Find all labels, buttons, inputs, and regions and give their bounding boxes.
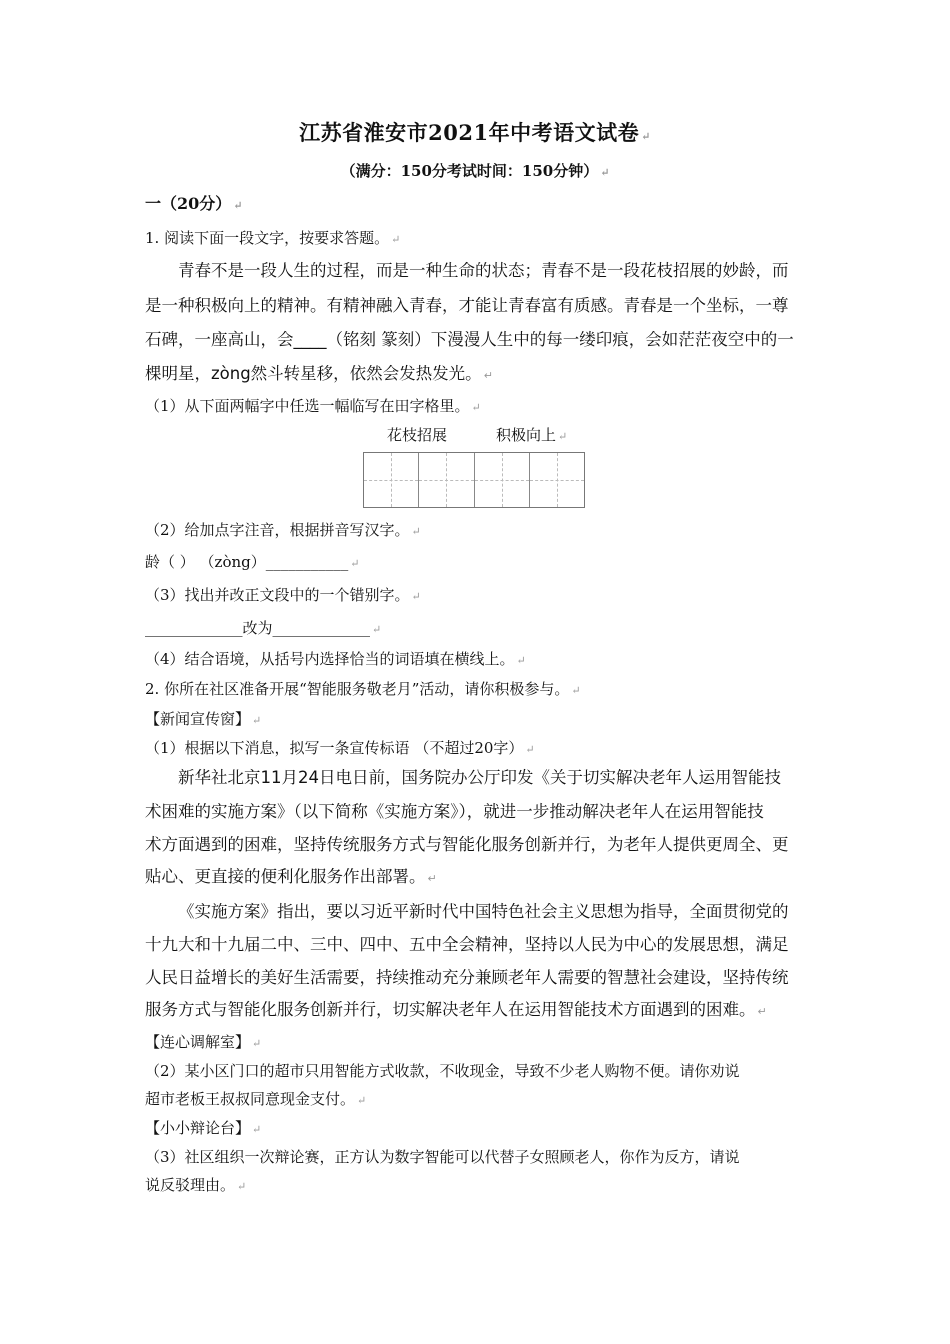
news-para-line: 人民日益增长的美好生活需要，持续推动充分兼顾老年人需要的智慧社会建设，坚持传统 <box>145 968 789 987</box>
section-heading: 一（20分） ↵ <box>145 194 243 213</box>
news-para-line: 十九大和十九届二中、三中、四中、五中全会精神，坚持以人民为中心的发展思想，满足 <box>145 935 789 954</box>
news-para-line: 术方面遇到的困难，坚持传统服务方式与智能化服务创新并行，为老年人提供更周全、更 <box>145 835 789 854</box>
q1-passage-line: 是一种积极向上的精神。有精神融入青春，才能让青春富有质感。青春是一个坐标，一尊 <box>145 296 789 315</box>
news-para-line: 《实施方案》指出，要以习近平新时代中国特色社会主义思想为指导，全面贯彻党的 <box>178 902 789 921</box>
grid-cell[interactable] <box>475 453 530 507</box>
grid-cell[interactable] <box>530 453 584 507</box>
q1-sub1: （1）从下面两幅字中任选一幅临写在田字格里。 ↵ <box>145 397 481 415</box>
q2-sub3-line: 说反驳理由。 ↵ <box>145 1176 247 1194</box>
mediation-heading: 【连心调解室】 ↵ <box>145 1033 262 1051</box>
q1-sub4: （4）结合语境，从括号内选择恰当的词语填在横线上。 ↵ <box>145 650 526 668</box>
q2-sub3-line: （3）社区组织一次辩论赛，正方认为数字智能可以代替子女照顾老人，你作为反方，请说 <box>145 1148 740 1166</box>
news-para-line: 术困难的实施方案》（以下简称《实施方案》），就进一步推动解决老年人在运用智能技 <box>145 802 764 821</box>
debate-heading: 【小小辩论台】 ↵ <box>145 1119 262 1137</box>
q1-passage-line: 青春不是一段人生的过程，而是一种生命的状态；青春不是一段花枝招展的妙龄，而 <box>178 261 789 280</box>
q1-sub2: （2）给加点字注音，根据拼音写汉字。 ↵ <box>145 521 421 539</box>
copy-option: 花枝招展 <box>387 426 448 444</box>
exam-subtitle: （满分：150分考试时间：150分钟） ↵ <box>340 162 610 180</box>
q1-pinyin-line: 龄（ ） （zòng）___________ ↵ <box>145 553 360 571</box>
copy-option: 积极向上 ↵ <box>496 426 568 444</box>
news-para-line: 新华社北京11月24日电日前，国务院办公厅印发《关于切实解决老年人运用智能技 <box>178 768 781 787</box>
q1-sub3: （3）找出并改正文段中的一个错别字。 ↵ <box>145 586 421 604</box>
q2-sub2-line: 超市老板王叔叔同意现金支付。 ↵ <box>145 1090 367 1108</box>
q2-intro: 2. 你所在社区准备开展“智能服务敬老月”活动，请你积极参与。 ↵ <box>145 680 581 698</box>
exam-title: 江苏省淮安市2021年中考语文试卷 ↵ <box>299 120 651 145</box>
grid-cell[interactable] <box>419 453 474 507</box>
q2-sub1: （1）根据以下消息，拟写一条宣传标语 （不超过20字） ↵ <box>145 739 535 757</box>
news-para-line: 服务方式与智能化服务创新并行，切实解决老年人在运用智能技术方面遇到的困难。 ↵ <box>145 1000 767 1019</box>
q1-passage-line: 石碑，一座高山，会____（铭刻 篆刻）下漫漫人生中的每一缕印痕，会如茫茫夜空中的一 <box>145 330 794 349</box>
q2-sub2-line: （2）某小区门口的超市只用智能方式收款，不收现金，导致不少老人购物不便。请你劝说 <box>145 1062 740 1080</box>
tianzige-grid[interactable] <box>363 452 585 508</box>
q1-intro: 1. 阅读下面一段文字，按要求答题。 ↵ <box>145 229 401 247</box>
news-para-line: 贴心、更直接的便利化服务作出部署。 ↵ <box>145 867 437 886</box>
q1-passage-line: 棵明星，zòng然斗转星移，依然会发热发光。 ↵ <box>145 364 493 383</box>
grid-cell[interactable] <box>364 453 419 507</box>
q1-correction-line: _____________改为_____________ ↵ <box>145 619 382 637</box>
news-heading: 【新闻宣传窗】 ↵ <box>145 710 262 728</box>
